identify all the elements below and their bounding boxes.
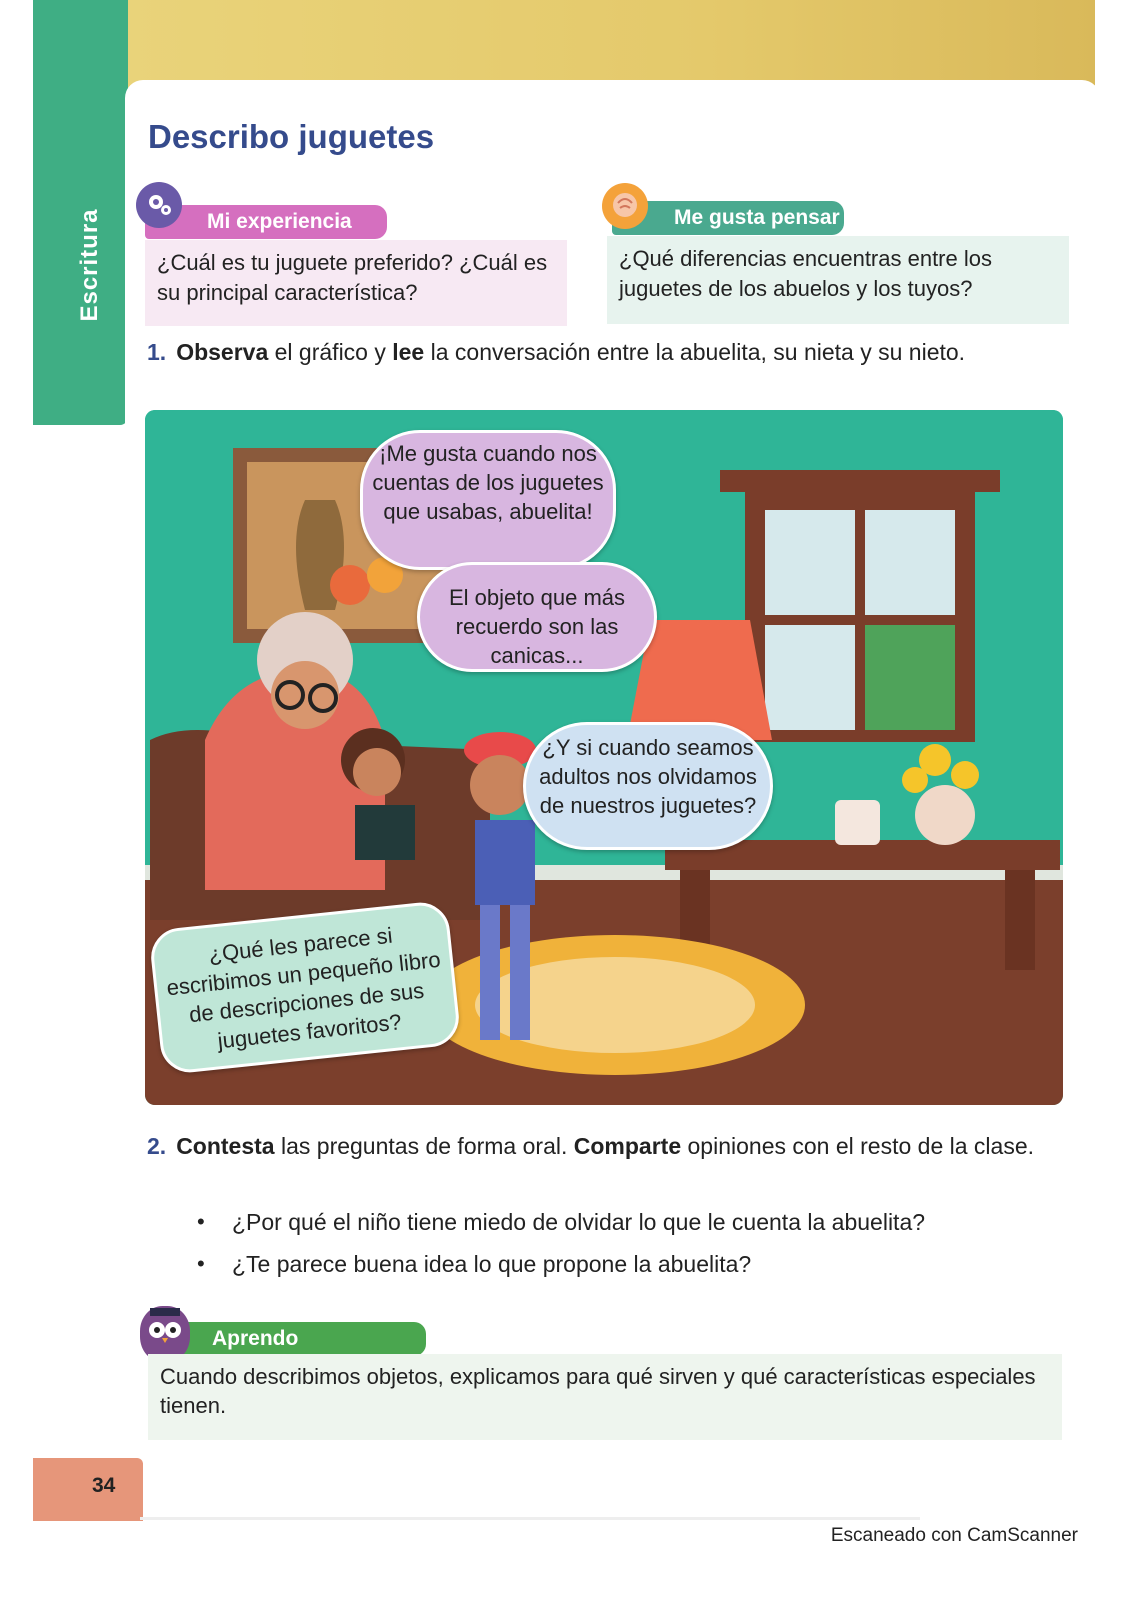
experience-question: ¿Cuál es tu juguete preferido? ¿Cuál es su principal característica?: [145, 240, 567, 326]
question-2-verb-share: Comparte: [573, 1133, 682, 1159]
question-2-text-b: opiniones con el resto de la clase.: [681, 1133, 1035, 1159]
question-2: [147, 1130, 1062, 1162]
bullet-text: ¿Te parece buena idea lo que propone la abuelita?: [232, 1251, 752, 1277]
think-question: ¿Qué diferencias encuentras entre los juguetes de los abuelos y los tuyos?: [607, 236, 1069, 324]
bullet-icon: •: [197, 1209, 205, 1234]
page-number-tab: [33, 1458, 143, 1521]
question-1-number: 1.: [147, 339, 167, 365]
section-label: Escritura: [76, 208, 103, 322]
gears-head-icon: [136, 182, 182, 228]
bullet-icon: •: [197, 1251, 205, 1276]
question-1: [147, 336, 1052, 368]
lightbulb-brain-icon: [602, 183, 648, 229]
page-number: 34: [92, 1474, 116, 1497]
divider: [140, 1517, 920, 1520]
bullet-text: ¿Por qué el niño tiene miedo de olvidar lo que le cuenta la abuelita?: [232, 1209, 926, 1235]
question-1-text-b: la conversación entre la abuelita, su nieta y su nieto.: [424, 339, 966, 365]
question-2-verb-answer: Contesta: [176, 1133, 275, 1159]
speech-bubble-grandma-book: ¿Qué les parece si escribimos un pequeño libro de descripciones de sus juguetes favoritos?: [148, 900, 462, 1076]
learn-tag: Aprendo: [150, 1322, 426, 1356]
question-1-verb-read: lee: [392, 339, 425, 365]
question-1-verb-observe: Observa: [176, 339, 269, 365]
speech-bubble-grandma-objects: El objeto que más recuerdo son las canicas...: [417, 562, 657, 672]
speech-bubble-girl: ¡Me gusta cuando nos cuentas de los juguetes que usabas, abuelita!: [360, 430, 616, 570]
speech-bubble-boy: ¿Y si cuando seamos adultos nos olvidamos de nuestros juguetes?: [523, 722, 773, 850]
learn-explanation: Cuando describimos objetos, explicamos para qué sirven y qué características especiales tienen.: [148, 1354, 1062, 1440]
question-1-text-a: el gráfico y: [268, 339, 393, 365]
family-conversation-illustration: [145, 410, 1063, 1105]
question-2-text-a: las preguntas de forma oral.: [274, 1133, 574, 1159]
experience-tag: Mi experiencia: [145, 205, 387, 239]
list-item: [197, 1248, 1062, 1280]
page-title: Describo juguetes: [148, 118, 435, 155]
think-tag: Me gusta pensar: [612, 201, 844, 235]
scanner-watermark: Escaneado con CamScanner: [830, 1525, 1078, 1546]
question-2-number: 2.: [147, 1133, 167, 1159]
list-item: [197, 1206, 1062, 1238]
